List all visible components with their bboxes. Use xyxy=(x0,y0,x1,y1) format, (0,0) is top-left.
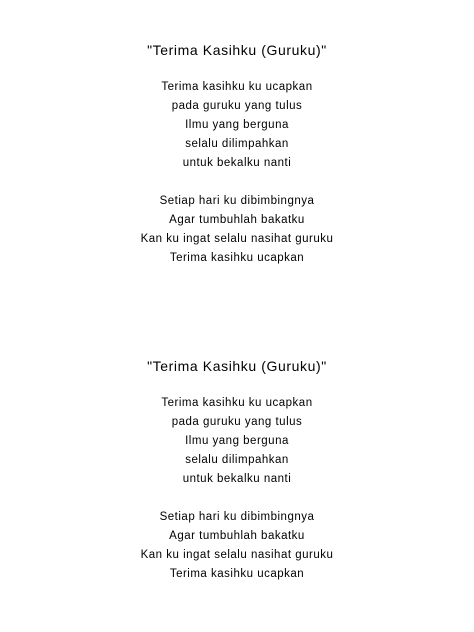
poem-line: Setiap hari ku dibimbingnya xyxy=(159,195,315,207)
poem-block xyxy=(0,41,474,268)
poem-line: Terima kasihku ku ucapkan xyxy=(161,397,313,409)
poem-line: selalu dilimpahkan xyxy=(185,138,289,150)
poem-line: Agar tumbuhlah bakatku xyxy=(169,214,305,226)
poem-line: untuk bekalku nanti xyxy=(182,157,292,169)
stanza xyxy=(0,78,474,173)
stanza xyxy=(0,394,474,489)
poem-block xyxy=(0,357,474,584)
poem-line: selalu dilimpahkan xyxy=(185,454,289,466)
poem-line: Agar tumbuhlah bakatku xyxy=(169,530,305,542)
poem-line: Terima kasihku ku ucapkan xyxy=(161,81,313,93)
poem-line: pada guruku yang tulus xyxy=(171,100,303,112)
poem-line: Terima kasihku ucapkan xyxy=(169,568,305,580)
poem-line: Terima kasihku ucapkan xyxy=(169,252,305,264)
poem-line: untuk bekalku nanti xyxy=(182,473,292,485)
poem-line: Setiap hari ku dibimbingnya xyxy=(159,511,315,523)
poem-line: pada guruku yang tulus xyxy=(171,416,303,428)
poem-title: "Terima Kasihku (Guruku)" xyxy=(147,42,327,58)
poem-title: "Terima Kasihku (Guruku)" xyxy=(147,358,327,374)
poem-line: Ilmu yang berguna xyxy=(185,119,289,131)
poem-line: Ilmu yang berguna xyxy=(185,435,289,447)
stanza xyxy=(0,192,474,268)
stanza xyxy=(0,508,474,584)
poem-line: Kan ku ingat selalu nasihat guruku xyxy=(140,233,334,245)
poem-line: Kan ku ingat selalu nasihat guruku xyxy=(140,549,334,561)
